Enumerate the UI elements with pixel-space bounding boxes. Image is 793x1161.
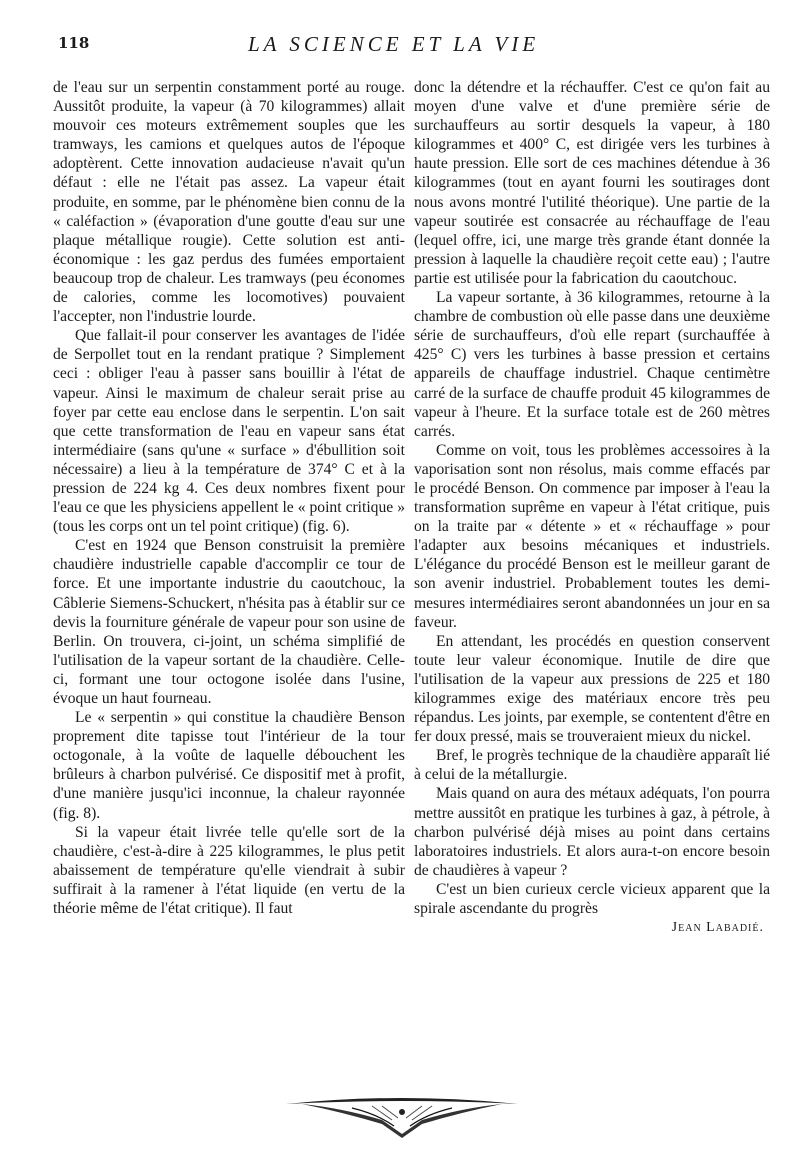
running-header — [58, 34, 758, 64]
paragraph: Mais quand on aura des métaux adéquats, l'on pourra mettre aussitôt en pratique les turbines à gaz, à pétrole, à charbon pulvérisé déjà mises au point dans certains laboratoires industriels. Et alors aura-t-on encore besoin de chaudières à vapeur ? — [414, 785, 770, 879]
page-number: 118 — [58, 34, 90, 52]
paragraph: Comme on voit, tous les problèmes accessoires à la vaporisation sont non résolus, mais comme effacés par le procédé Benson. On commence par imposer à l'eau la transformation suprême en vapeur à l'état critique, puis on la traite par « détente » et « réchauffage » pour l'adapter aux besoins mécaniques et industriels. L'élégance du procédé Benson est le meilleur garant de son avenir industriel. Probablement toutes les demi-mesures intermédiaires seront abandonnées un jour en sa faveur. — [414, 441, 770, 631]
paragraph: C'est en 1924 que Benson construisit la première chaudière industrielle capable d'accomplir ce tour de force. Et une importante industrie du caoutchouc, la Câblerie Siemens-Schuckert, n'hésita pas à établir sur ce devis la fourniture générale de vapeur pour son usine de Berlin. On trouvera, ci-joint, un schéma simplifié de l'utilisation de la vapeur sortant de la chaudière. Celle-ci, formant une tour octogone isolée dans l'usine, évoque un haut fourneau. — [53, 537, 405, 707]
paragraph: de l'eau sur un serpentin constamment porté au rouge. Aussitôt produite, la vapeur (à 70 kilogrammes) allait mouvoir ces moteurs extrêmement souples que les tramways, les camions et quelques autos de l'époque adoptèrent. Cette innovation audacieuse n'avait qu'un défaut : elle ne l'était pas assez. La vapeur était produite, en somme, par le phénomène bien connu de la « caléfaction » (évaporation d'une goutte d'eau sur une plaque métallique rougie). Cette solution est anti-économique : les gaz perdus des fumées emportaient beaucoup trop de chaleur. Les tramways (peu économes de calories, comme les locomotives) pouvaient l'accepter, non l'industrie lourde. — [53, 79, 405, 326]
author-signature: Jean Labadié. — [671, 920, 764, 936]
paragraph: donc la détendre et la réchauffer. C'est ce qu'on fait au moyen d'une valve et d'une première série de surchauffeurs au sortir desquels la vapeur, à 180 kilogrammes et 400° C, est dirigée vers les turbines à haute pression. Elle sort de ces machines détendue à 36 kilogrammes (tout en ayant fourni les soutirages dont nous avons montré l'utilité théorique). Une partie de la vapeur soutirée est consacrée au réchauffage de l'eau (lequel offre, ici, une marge très grande étant donnée la pression à laquelle la chaudière reçoit cette eau) ; l'autre partie est utilisée pour la fabrication du caoutchouc. — [414, 79, 770, 287]
paragraph: La vapeur sortante, à 36 kilogrammes, retourne à la chambre de combustion où elle passe dans une deuxième série de surchauffeurs, d'où elle repart (surchauffée à 425° C) vers les turbines à basse pression et certains appareils de chauffage industriel. Chaque centimètre carré de la surface de chauffe produit 45 kilogrammes de vapeur à l'heure. Et la surface totale est de 260 mètres carrés. — [414, 289, 770, 440]
right-column — [414, 78, 770, 937]
paragraph: C'est un bien curieux cercle vicieux apparent que la spirale ascendante du progrès — [414, 880, 770, 918]
paragraph: Le « serpentin » qui constitue la chaudière Benson proprement dite tapisse tout l'intérieur de la tour octogonale, à la voûte de laquelle débouchent les brûleurs à charbon pulvérisé. Ce dispositif met à profit, d'une manière jusqu'ici inconnue, la chaleur rayonnée (fig. 8). — [53, 709, 405, 822]
decorative-tailpiece-icon — [282, 1090, 522, 1140]
paragraph: Que fallait-il pour conserver les avantages de l'idée de Serpollet tout en la rendant pratique ? Simplement ceci : obliger l'eau à passer sans bouillir à l'état de vapeur. Ainsi le maximum de chaleur serait prise au foyer par cette eau enclose dans le serpentin. L'on sait que cette transformation de l'eau en vapeur sans état intermédiaire (sans qu'une « surface » d'ébullition soit nécessaire) a lieu à la température de 374° C et à la pression de 224 kg 4. Ces deux nombres fixent pour l'eau ce que les physiciens appellent le « point critique » (tous les corps ont un tel point critique) (fig. 6). — [53, 327, 405, 536]
paragraph: Si la vapeur était livrée telle qu'elle sort de la chaudière, c'est-à-dire à 225 kilogrammes, le plus petit abaissement de température qu'elle viendrait à subir suffirait à la ramener à l'état liquide (en vertu de la théorie même de l'état critique). Il faut — [53, 823, 405, 918]
paragraph: En attendant, les procédés en question conservent toute leur valeur économique. Inutile de dire que l'utilisation de la vapeur aux pressions de 225 et 180 kilogrammes exige des matériaux encore très peu répandus. Les joints, par exemple, se contentent d'être en fer doux pressé, mais se trouveraient mieux du nickel. — [414, 632, 770, 746]
left-column — [53, 78, 405, 918]
running-title: LA SCIENCE ET LA VIE — [248, 32, 540, 56]
paragraph: Bref, le progrès technique de la chaudière apparaît lié à celui de la métallurgie. — [414, 747, 770, 784]
